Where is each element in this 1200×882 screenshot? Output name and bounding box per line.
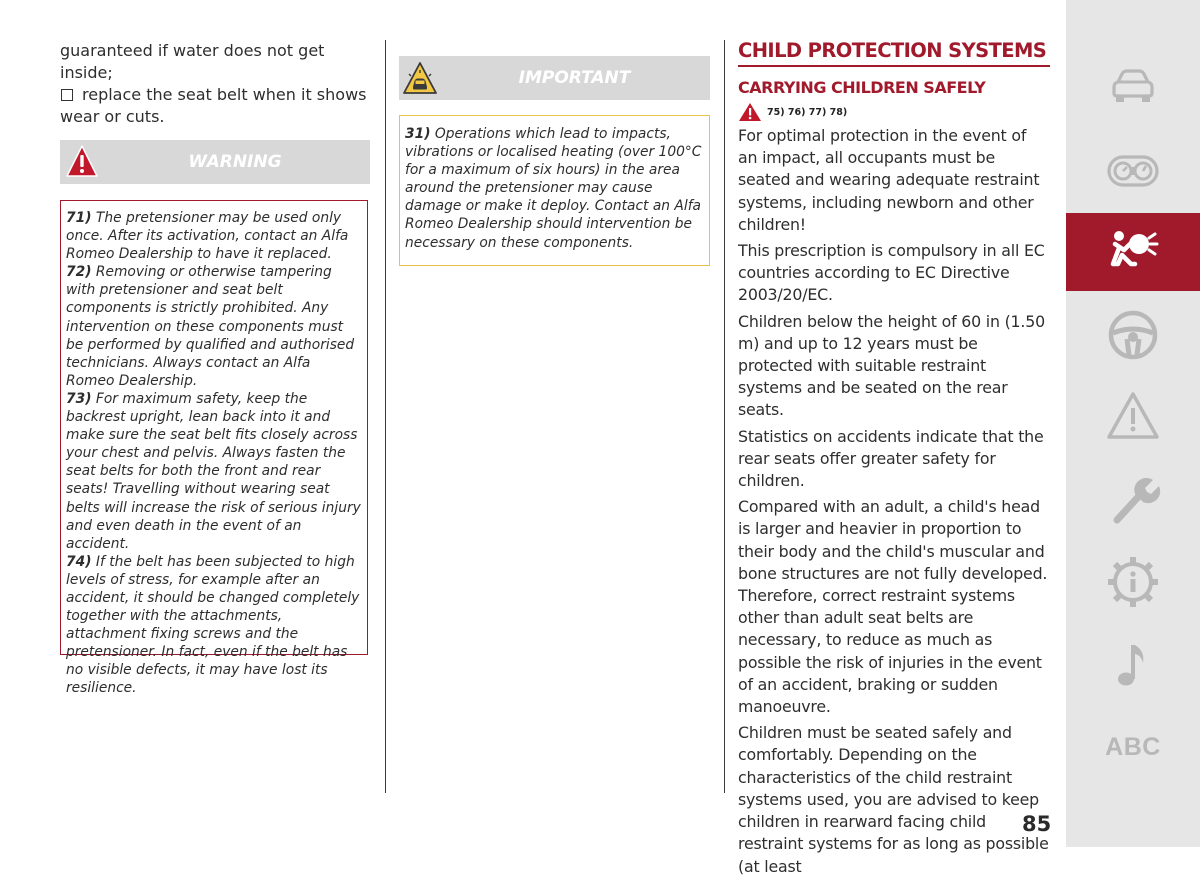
- intro-bullet-text: replace the seat belt when it shows wear or cuts.: [60, 85, 367, 126]
- sidebar-item-maintenance[interactable]: [1066, 461, 1200, 539]
- sidebar-item-car[interactable]: [1066, 48, 1200, 126]
- sidebar-item-driving[interactable]: [1066, 296, 1200, 374]
- note-text: For maximum safety, keep the backrest upright, lean back into it and make sure the seat belt fits closely across your chest and pelvis. Always fasten the seat belts for both the front and rear seats! Travelling without wearing seat belts will increase the risk of serious injury and even death in the event of an accident.: [66, 390, 361, 552]
- checkbox-bullet-icon: [61, 89, 73, 101]
- important-title: IMPORTANT: [518, 68, 631, 88]
- warning-icon: [64, 142, 100, 182]
- note-text: Removing or otherwise tampering with pretensioner and seat belt components is strictly prohibited. Any intervention on these components must be performed by qualified and authorised technicians. Always contact an Alfa Romeo Dealership.: [66, 264, 355, 389]
- chapter-sidebar: [1066, 0, 1200, 847]
- steering-wheel-icon: [1105, 307, 1161, 363]
- column-right: [738, 38, 1050, 882]
- intro-text: guaranteed if water does not get inside;: [60, 41, 325, 82]
- airbag-safety-icon: [1105, 224, 1161, 280]
- note-number: 72): [66, 264, 92, 281]
- paragraph: Statistics on accidents indicate that the rear seats offer greater safety for children.: [738, 426, 1044, 491]
- important-note: [405, 125, 704, 252]
- music-note-icon: [1105, 637, 1161, 693]
- warning-icon: [738, 102, 762, 122]
- important-car-icon: [402, 60, 438, 98]
- reference-numbers: 75) 76) 77) 78): [767, 106, 848, 118]
- column-divider-left: [385, 40, 386, 793]
- sidebar-item-safety[interactable]: [1066, 213, 1200, 291]
- note-number: 73): [66, 390, 92, 407]
- paragraph: Children must be seated safely and comfortably. Depending on the characteristics of the child restraint systems used, you are advised to keep children in rearward facing child restraint systems for as long as possible (at least: [738, 723, 1049, 876]
- paragraph: This prescription is compulsory in all EC countries according to EC Directive 2003/20/EC.: [738, 241, 1045, 305]
- page-number: 85: [1022, 812, 1052, 836]
- sidebar-item-emergency[interactable]: [1066, 378, 1200, 456]
- section-subheading: CARRYING CHILDREN SAFELY: [738, 78, 986, 97]
- sidebar-item-technical-data[interactable]: [1066, 543, 1200, 621]
- note-text: The pretensioner may be used only once. After its activation, contact an Alfa Romeo Dealership to have it replaced.: [66, 210, 349, 263]
- note-text: If the belt has been subjected to high levels of stress, for example after an accident, it should be changed completely together with the attachments, attachment fixing screws and the pretensioner. In fact, even if the belt has no visible defects, it may have lost its resilience.: [66, 553, 360, 697]
- column-left: [60, 40, 372, 128]
- info-gear-icon: [1105, 554, 1161, 610]
- warning-title: WARNING: [188, 152, 282, 172]
- note-number: 74): [66, 553, 92, 570]
- note-number: 31): [405, 126, 431, 142]
- warning-notes: [66, 209, 362, 698]
- index-label: ABC: [1105, 732, 1161, 761]
- important-box: [399, 115, 710, 266]
- important-header: [399, 56, 710, 100]
- paragraph: Children below the height of 60 in (1.50 m) and up to 12 years must be protected with suitable restraint systems and be seated on the rear seats.: [738, 311, 1045, 420]
- car-icon: [1105, 59, 1161, 115]
- paragraph: Compared with an adult, a child's head is larger and heavier in proportion to their body and the child's muscular and bone structures are not fully developed. Therefore, correct restraint systems other than adult seat belts are necessary, to reduce as much as possible the risk of injuries in the event of an accident, braking or sudden manoeuvre.: [738, 497, 1048, 717]
- wrench-icon: [1105, 472, 1161, 528]
- warning-header: [60, 140, 370, 184]
- note-number: 71): [66, 210, 92, 226]
- sidebar-item-multimedia[interactable]: [1066, 626, 1200, 704]
- dashboard-icon: [1105, 143, 1161, 199]
- sidebar-item-index[interactable]: [1066, 708, 1200, 786]
- warning-references: [738, 102, 1050, 122]
- intro-bullet: [60, 84, 372, 128]
- section-heading: CHILD PROTECTION SYSTEMS: [738, 38, 1050, 67]
- sidebar-item-dashboard[interactable]: [1066, 132, 1200, 210]
- note-text: Operations which lead to impacts, vibrations or localised heating (over 100°C for a maximum of six hours) in the area around the pretensioner may cause damage or make it deploy. Contact an Alfa Romeo Dealership should intervention be necessary on these components.: [405, 126, 702, 251]
- column-divider-right: [724, 40, 725, 793]
- warning-box: [60, 200, 368, 697]
- paragraph: For optimal protection in the event of an impact, all occupants must be seated and wearing adequate restraint systems, including newborn and other children!: [738, 126, 1040, 234]
- warning-triangle-icon: [1105, 389, 1161, 445]
